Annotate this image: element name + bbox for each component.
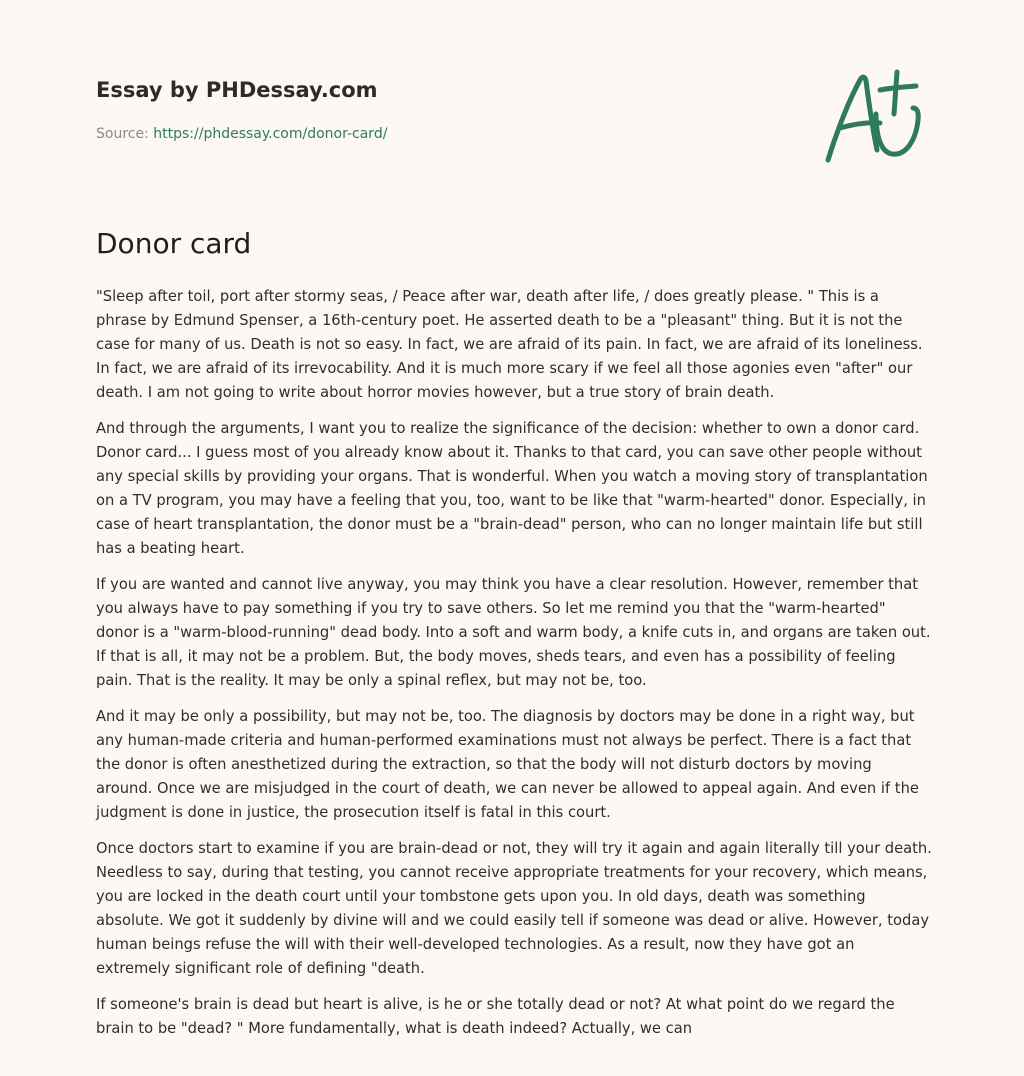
essay-title: Donor card [96, 227, 252, 260]
essay-paragraph: And through the arguments, I want you to realize the significance of the decision: whether to own a donor card. Donor card... I guess most of you already know about it. Thanks to that card, you can save other people without any special skills by providing your organs. That is wonderful. When you watch a moving story of transplantation on a TV program, you may have a feeling that you, too, want to be like that "warm-hearted" donor. Especially, in case of heart transplantation, the donor must be a "brain-dead" person, who can no longer maintain life but still has a beating heart. [96, 420, 928, 557]
essay-paragraph: If you are wanted and cannot live anyway, you may think you have a clear resolution. However, remember that you always have to pay something if you try to save others. So let me remind you that the "warm-hearted" donor is a "warm-blood-running" dead body. Into a soft and warm body, a knife cuts in, and organs are taken out. If that is all, it may not be a problem. But, the body moves, sheds tears, and even has a possibility of feeling pain. That is the reality. It may be only a spinal reflex, but may not be, too. [96, 576, 931, 689]
source-label: Source: [96, 126, 149, 142]
essay-paragraph: If someone's brain is dead but heart is alive, is he or she totally dead or not? At what point do we regard the brain to be "dead? " More fundamentally, what is death indeed? Actually, we can [96, 996, 895, 1037]
essay-header [96, 76, 696, 144]
source-line [96, 124, 696, 144]
site-title: Essay by PHDessay.com [96, 78, 378, 102]
a-plus-grade-logo-icon [822, 68, 930, 166]
essay-paragraph: And it may be only a possibility, but may not be, too. The diagnosis by doctors may be done in a right way, but any human-made criteria and human-performed examinations must not always be perfect. There is a fact that the donor is often anesthetized during the extraction, so that the body will not disturb doctors by moving around. Once we are misjudged in the court of death, we can never be allowed to appeal again. And even if the judgment is done in justice, the prosecution itself is fatal in this court. [96, 708, 919, 821]
essay-body [96, 285, 932, 1053]
essay-paragraph: "Sleep after toil, port after stormy seas, / Peace after war, death after life, / does greatly please. " This is a phrase by Edmund Spenser, a 16th-century poet. He asserted death to be a "pleasant" thing. But it is not the case for many of us. Death is not so easy. In fact, we are afraid of its pain. In fact, we are afraid of its loneliness. In fact, we are afraid of its irrevocability. And it is much more scary if we feel all those agonies even "after" our death. I am not going to write about horror movies however, but a true story of brain death. [96, 288, 923, 401]
source-link[interactable]: https://phdessay.com/donor-card/ [153, 126, 388, 142]
essay-paragraph: Once doctors start to examine if you are brain-dead or not, they will try it again and again literally till your death. Needless to say, during that testing, you cannot receive appropriate treatments for your recovery, which means, you are locked in the death court until your tombstone gets upon you. In old days, death was something absolute. We got it suddenly by divine will and we could easily tell if someone was dead or alive. However, today human beings refuse the will with their well-developed technologies. As a result, now they have got an extremely significant role of defining "death. [96, 840, 932, 977]
